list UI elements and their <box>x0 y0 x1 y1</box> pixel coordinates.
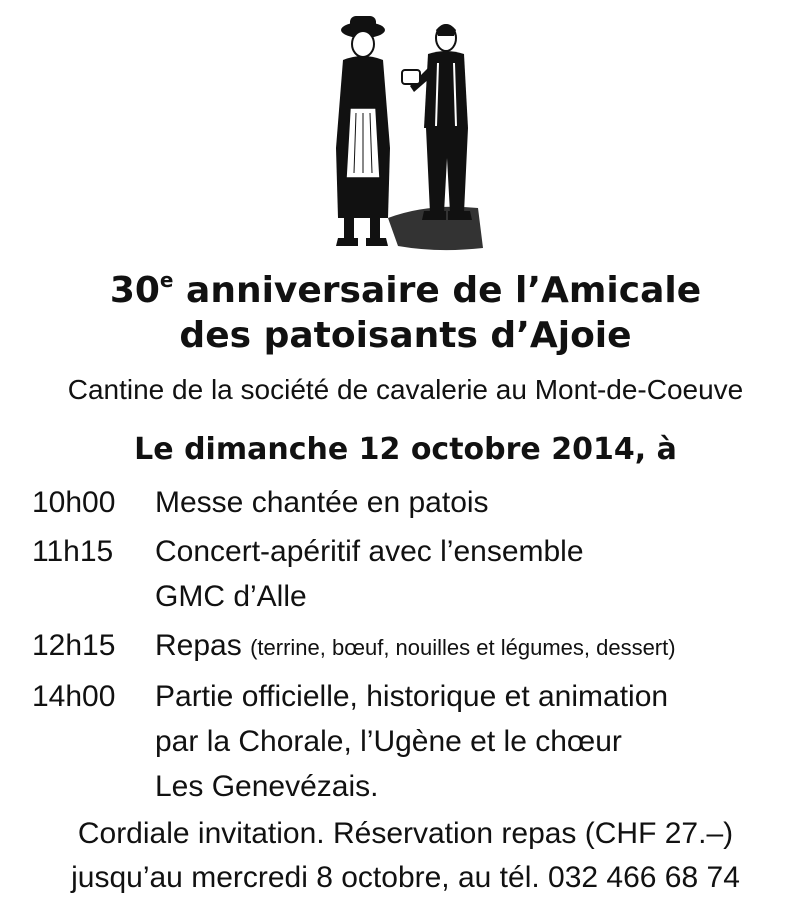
schedule-time: 12h15 <box>32 629 116 662</box>
menu-detail: (terrine, bœuf, nouilles et légumes, dessert) <box>250 635 676 660</box>
schedule-time: 14h00 <box>32 680 116 713</box>
event-title-line-2: des patoisants d’Ajoie <box>179 315 632 356</box>
schedule-time: 10h00 <box>32 486 116 519</box>
event-venue: Cantine de la société de cavalerie au Mont-de-Coeuve <box>67 374 744 405</box>
schedule-item <box>32 529 807 619</box>
schedule-description: Messe chantée en patois <box>155 486 489 519</box>
schedule-description: Partie officielle, historique et animation par la Chorale, l’Ugène et le chœur Les Genevézais. <box>155 680 669 803</box>
reservation-invitation: Cordiale invitation. Réservation repas (CHF 27.–) <box>77 817 734 850</box>
folk-couple-illustration <box>318 8 498 258</box>
event-date: Le dimanche 12 octobre 2014, à <box>134 432 677 467</box>
event-schedule <box>32 480 807 813</box>
schedule-item <box>32 674 807 809</box>
event-title-line-1: 30e anniversaire de l’Amicale <box>109 268 702 311</box>
schedule-description: Repas (terrine, bœuf, nouilles et légumes, dessert) <box>155 629 676 662</box>
schedule-item <box>32 480 807 525</box>
schedule-time: 11h15 <box>32 535 114 568</box>
reservation-contact: jusqu’au mercredi 8 octobre, au tél. 032 466 68 74 <box>71 861 740 894</box>
schedule-item <box>32 623 807 670</box>
schedule-description: Concert-apéritif avec l’ensemble GMC d’Alle <box>155 535 584 613</box>
